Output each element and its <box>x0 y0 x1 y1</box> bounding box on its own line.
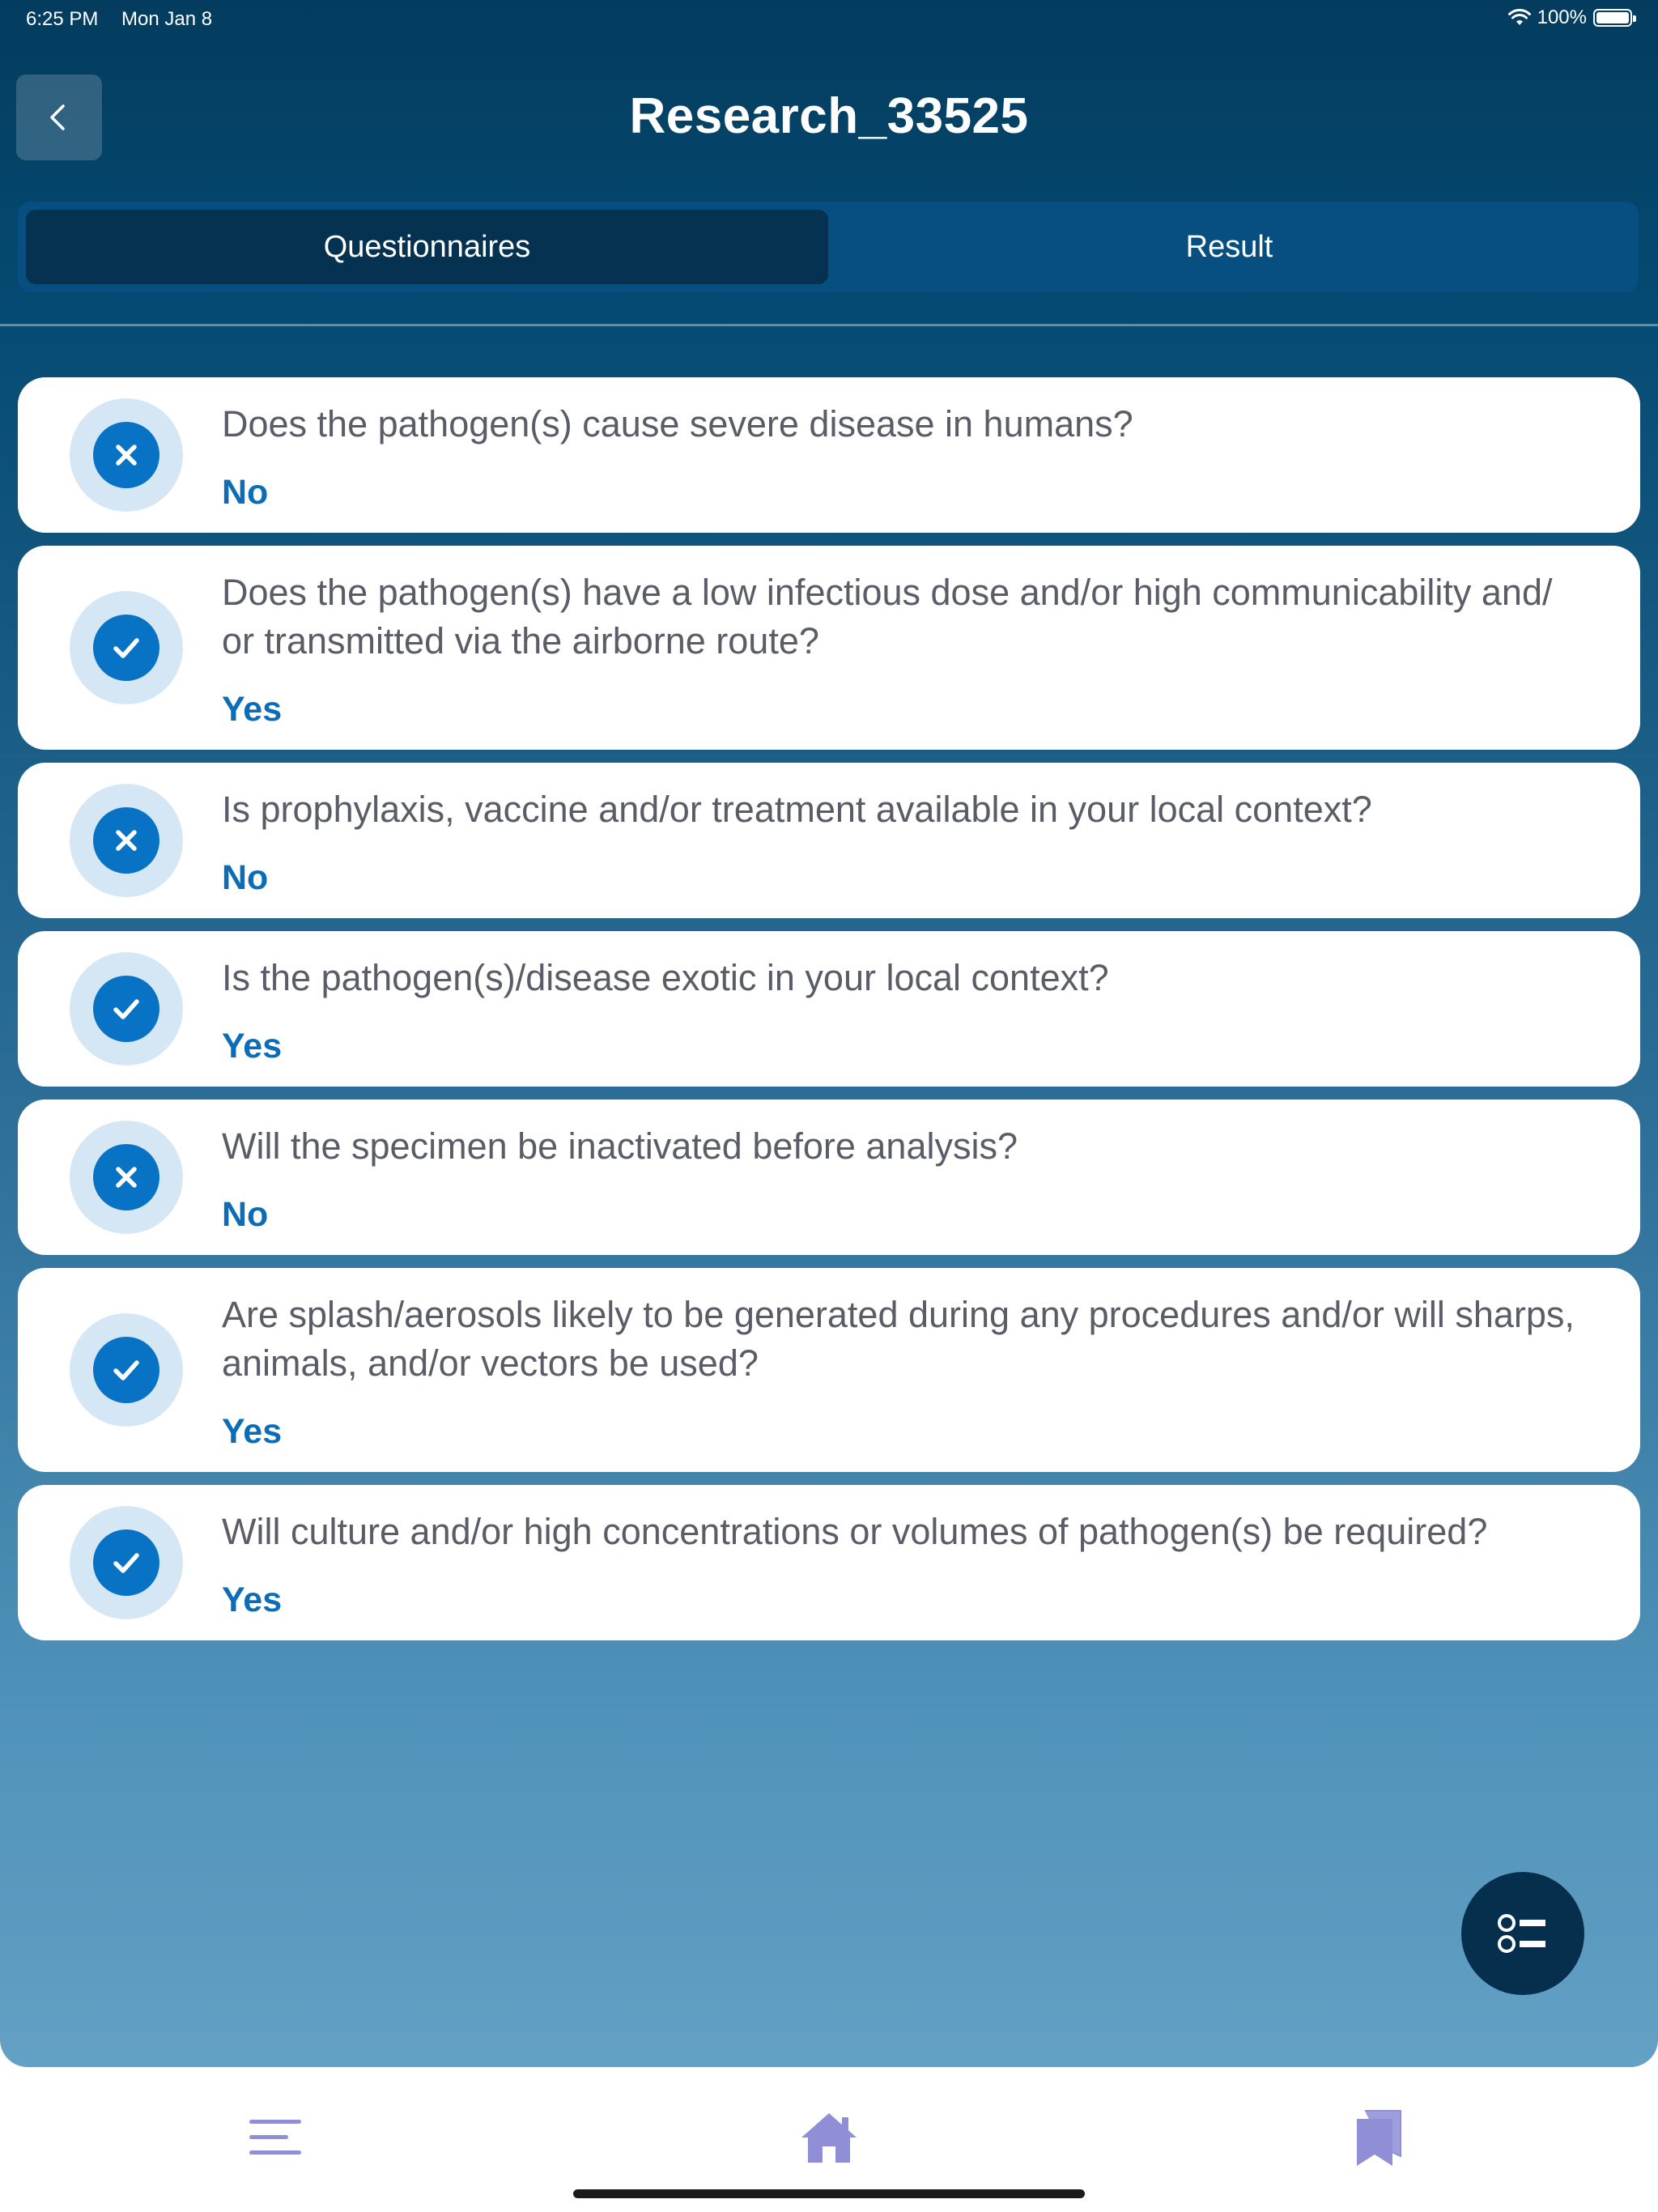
answer-text: No <box>222 473 269 512</box>
check-circle-icon <box>70 952 183 1066</box>
answer-text: Yes <box>222 690 283 729</box>
answer-text: No <box>222 858 269 897</box>
page-title: Research_33525 <box>629 88 1029 144</box>
battery-percent: 100% <box>1537 6 1587 28</box>
answer-text: Yes <box>222 1580 283 1619</box>
home-icon[interactable] <box>800 2111 858 2164</box>
question-card[interactable] <box>18 1485 1640 1640</box>
question-text: Is prophylaxis, vaccine and/or treatment available in your local context? <box>222 789 1372 830</box>
answer-text: Yes <box>222 1027 283 1066</box>
status-right <box>1508 6 1632 29</box>
list-icon <box>1497 1909 1549 1958</box>
x-circle-icon <box>70 398 183 512</box>
questions-list <box>18 377 1640 1653</box>
status-bar <box>0 0 1658 39</box>
home-indicator <box>573 2189 1085 2198</box>
answer-text: Yes <box>222 1412 283 1451</box>
segmented-tabs <box>18 202 1639 292</box>
header-divider <box>0 324 1658 326</box>
question-text: Does the pathogen(s) cause severe disease in humans? <box>222 403 1133 445</box>
question-card[interactable] <box>18 377 1640 533</box>
answer-text: No <box>222 1195 269 1234</box>
tab-result[interactable]: Result <box>1185 229 1273 264</box>
x-circle-icon <box>70 784 183 897</box>
check-circle-icon <box>70 1506 183 1619</box>
wifi-icon <box>1508 9 1531 27</box>
question-card[interactable] <box>18 546 1640 750</box>
question-text: Is the pathogen(s)/disease exotic in your local context? <box>222 957 1109 998</box>
question-card[interactable] <box>18 1100 1640 1255</box>
list-fab-button[interactable] <box>1461 1872 1584 1995</box>
question-card[interactable] <box>18 763 1640 918</box>
status-date: Mon Jan 8 <box>121 8 213 30</box>
question-text: Are splash/aerosols likely to be generated during any procedures and/or will sharps, animals, and/or vectors be used? <box>222 1294 1575 1384</box>
battery-icon <box>1593 9 1632 27</box>
x-circle-icon <box>70 1121 183 1234</box>
question-text: Will culture and/or high concentrations or volumes of pathogen(s) be required? <box>222 1511 1488 1552</box>
question-card[interactable] <box>18 931 1640 1087</box>
bookmark-icon[interactable] <box>1354 2108 1405 2167</box>
check-circle-icon <box>70 591 183 704</box>
question-text: Will the specimen be inactivated before analysis? <box>222 1125 1018 1167</box>
status-time: 6:25 PM <box>26 8 99 30</box>
check-circle-icon <box>70 1313 183 1427</box>
question-text: Does the pathogen(s) have a low infectious dose and/or high communicability and/ or transmitted via the airborne route? <box>222 572 1553 661</box>
menu-icon[interactable] <box>246 2115 304 2160</box>
question-card[interactable] <box>18 1268 1640 1472</box>
tab-questionnaires[interactable]: Questionnaires <box>26 210 828 284</box>
